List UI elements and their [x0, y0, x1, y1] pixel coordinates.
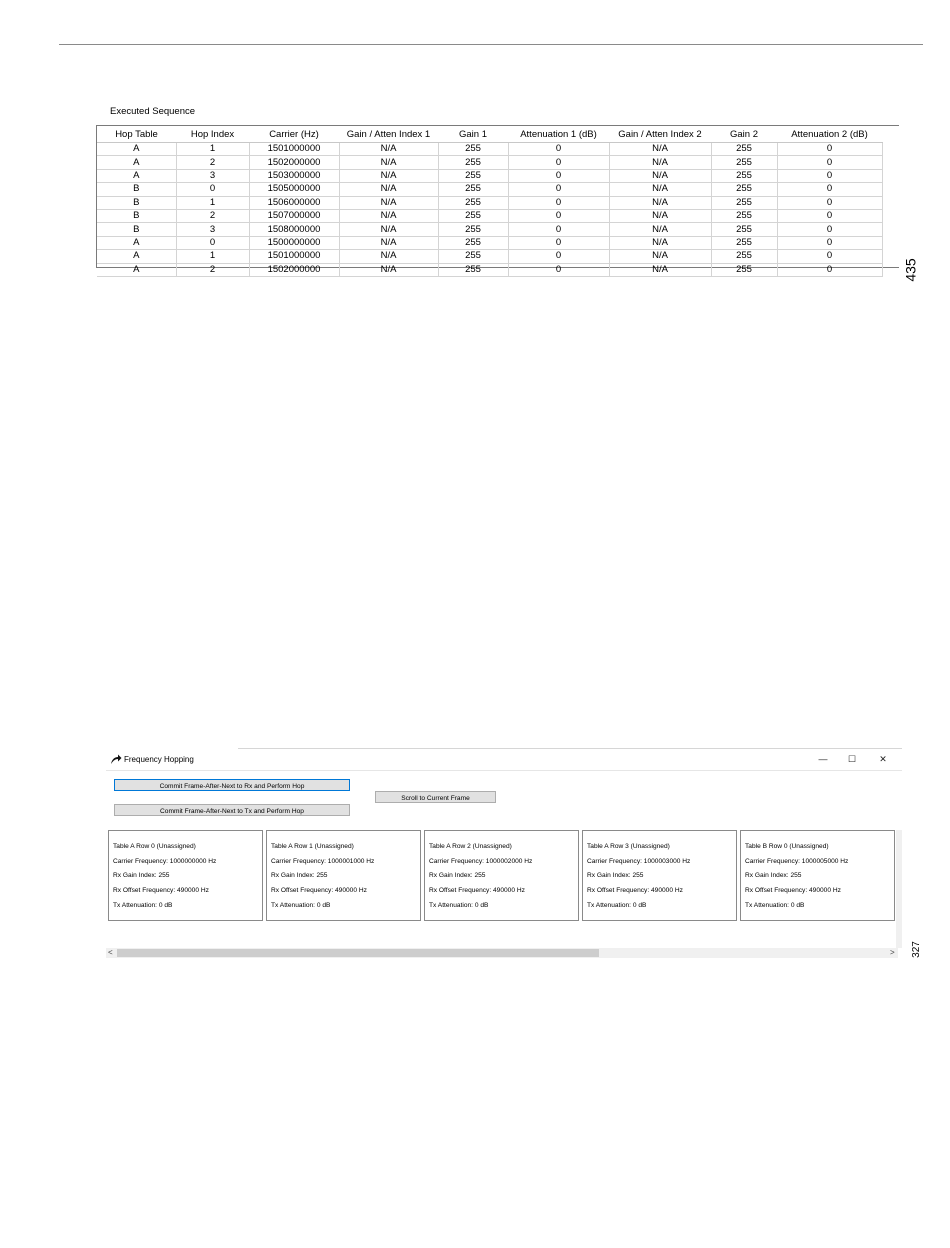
rx-gain-index: Rx Gain Index: 255 — [587, 872, 644, 879]
rx-gain-index: Rx Gain Index: 255 — [745, 872, 802, 879]
table-cell: 1501000000 — [249, 250, 339, 263]
table-cell: N/A — [339, 236, 438, 249]
table-cell: N/A — [609, 183, 711, 196]
rx-offset-frequency: Rx Offset Frequency: 490000 Hz — [587, 887, 683, 894]
scroll-right-arrow-icon[interactable]: > — [890, 948, 895, 957]
table-cell: 255 — [438, 156, 508, 169]
commit-rx-hop-button[interactable]: Commit Frame-After-Next to Rx and Perform Hop — [114, 779, 350, 791]
table-cell: 3 — [176, 223, 249, 236]
table-cell: 0 — [508, 156, 609, 169]
table-row[interactable] — [97, 263, 882, 276]
table-cell: 0 — [777, 183, 882, 196]
table-cell: N/A — [339, 143, 438, 156]
table-cell: 255 — [711, 250, 777, 263]
scroll-to-current-frame-button[interactable]: Scroll to Current Frame — [375, 791, 496, 803]
card-title: Table A Row 1 (Unassigned) — [271, 843, 354, 850]
table-cell: B — [97, 209, 176, 222]
table-cell: 1503000000 — [249, 169, 339, 182]
table-cell: 1506000000 — [249, 196, 339, 209]
table-cell: N/A — [609, 143, 711, 156]
table-cell: 255 — [711, 263, 777, 276]
table-cell: N/A — [339, 209, 438, 222]
table-cell: 2 — [176, 156, 249, 169]
tx-attenuation: Tx Attenuation: 0 dB — [587, 902, 647, 909]
table-cell: N/A — [609, 169, 711, 182]
table-cell: N/A — [609, 250, 711, 263]
column-header[interactable]: Attenuation 2 (dB) — [777, 126, 882, 143]
table-cell: A — [97, 263, 176, 276]
executed-sequence-grid[interactable] — [96, 125, 899, 275]
table-cell: A — [97, 250, 176, 263]
minimize-button[interactable]: — — [818, 754, 828, 764]
card-title: Table A Row 2 (Unassigned) — [429, 843, 512, 850]
table-cell: 0 — [777, 209, 882, 222]
table-cell: 255 — [438, 209, 508, 222]
rx-offset-frequency: Rx Offset Frequency: 490000 Hz — [745, 887, 841, 894]
scrollbar-thumb[interactable] — [117, 949, 599, 957]
horizontal-scrollbar[interactable] — [106, 948, 898, 958]
table-cell: 255 — [711, 196, 777, 209]
column-header[interactable]: Gain 2 — [711, 126, 777, 143]
card-title: Table A Row 3 (Unassigned) — [587, 843, 670, 850]
rx-offset-frequency: Rx Offset Frequency: 490000 Hz — [113, 887, 209, 894]
executed-sequence-title: Executed Sequence — [110, 106, 196, 117]
table-cell: 255 — [438, 223, 508, 236]
rx-gain-index: Rx Gain Index: 255 — [113, 872, 170, 879]
carrier-frequency: Carrier Frequency: 1000000000 Hz — [113, 858, 217, 865]
table-cell: 2 — [176, 263, 249, 276]
carrier-frequency: Carrier Frequency: 1000005000 Hz — [745, 858, 849, 865]
table-cell: 0 — [777, 236, 882, 249]
table-header-row — [97, 126, 882, 143]
table-cell: 255 — [438, 183, 508, 196]
table-cell: N/A — [609, 236, 711, 249]
table-cell: 0 — [508, 169, 609, 182]
table-cell: 255 — [711, 169, 777, 182]
rx-gain-index: Rx Gain Index: 255 — [271, 872, 328, 879]
table-cell: 1501000000 — [249, 143, 339, 156]
table-cell: 1508000000 — [249, 223, 339, 236]
column-header[interactable]: Attenuation 1 (dB) — [508, 126, 609, 143]
table-cell: 255 — [438, 143, 508, 156]
table-cell: 1502000000 — [249, 156, 339, 169]
table-cell: A — [97, 236, 176, 249]
table-cell: 255 — [711, 223, 777, 236]
hop-row-card[interactable] — [424, 830, 579, 921]
close-button[interactable]: ✕ — [879, 754, 887, 764]
carrier-frequency: Carrier Frequency: 1000001000 Hz — [271, 858, 375, 865]
table-cell: A — [97, 156, 176, 169]
table-cell: 0 — [508, 263, 609, 276]
tx-attenuation: Tx Attenuation: 0 dB — [429, 902, 489, 909]
table-cell: 255 — [711, 183, 777, 196]
hop-row-card[interactable] — [266, 830, 421, 921]
table-cell: N/A — [339, 263, 438, 276]
table-cell: 255 — [438, 236, 508, 249]
table-cell: 255 — [438, 169, 508, 182]
tx-attenuation: Tx Attenuation: 0 dB — [271, 902, 331, 909]
table-cell: 0 — [176, 183, 249, 196]
table-cell: 0 — [176, 236, 249, 249]
column-header[interactable]: Hop Table — [97, 126, 176, 143]
table-cell: 0 — [508, 196, 609, 209]
card-title: Table A Row 0 (Unassigned) — [113, 843, 196, 850]
scroll-left-arrow-icon[interactable]: < — [108, 948, 113, 957]
column-header[interactable]: Hop Index — [176, 126, 249, 143]
table-cell: N/A — [609, 196, 711, 209]
table-cell: N/A — [609, 223, 711, 236]
table-cell: N/A — [609, 209, 711, 222]
table-cell: 0 — [777, 196, 882, 209]
table-cell: A — [97, 169, 176, 182]
table-cell: 2 — [176, 209, 249, 222]
carrier-frequency: Carrier Frequency: 1000002000 Hz — [429, 858, 533, 865]
hop-row-card[interactable] — [740, 830, 895, 921]
tx-attenuation: Tx Attenuation: 0 dB — [745, 902, 805, 909]
table-cell: 1 — [176, 250, 249, 263]
table-cell: N/A — [339, 223, 438, 236]
table-cell: 0 — [777, 169, 882, 182]
hop-arrow-icon — [110, 752, 122, 770]
table-cell: N/A — [609, 263, 711, 276]
table-cell: 1507000000 — [249, 209, 339, 222]
window-title: Frequency Hopping — [124, 755, 194, 764]
table-row[interactable] — [97, 156, 882, 169]
table-cell: 1505000000 — [249, 183, 339, 196]
table-cell: N/A — [339, 156, 438, 169]
table-cell: 255 — [711, 236, 777, 249]
table-cell: 255 — [438, 263, 508, 276]
table-cell: 0 — [508, 209, 609, 222]
table-cell: 0 — [508, 143, 609, 156]
table-cell: 1500000000 — [249, 236, 339, 249]
table-cell: 0 — [777, 263, 882, 276]
table-row[interactable] — [97, 196, 882, 209]
maximize-button[interactable]: ☐ — [847, 754, 857, 764]
commit-tx-hop-button[interactable]: Commit Frame-After-Next to Tx and Perform Hop — [114, 804, 350, 816]
table-cell: B — [97, 196, 176, 209]
table-cell: 255 — [711, 143, 777, 156]
rx-offset-frequency: Rx Offset Frequency: 490000 Hz — [271, 887, 367, 894]
figure-number: 435 — [902, 258, 919, 282]
column-header[interactable]: Gain 1 — [438, 126, 508, 143]
table-cell: B — [97, 223, 176, 236]
table-row[interactable] — [97, 169, 882, 182]
table-cell: 1502000000 — [249, 263, 339, 276]
rx-offset-frequency: Rx Offset Frequency: 490000 Hz — [429, 887, 525, 894]
table-cell: N/A — [339, 196, 438, 209]
table-row[interactable] — [97, 223, 882, 236]
table-cell: N/A — [339, 250, 438, 263]
carrier-frequency: Carrier Frequency: 1000003000 Hz — [587, 858, 691, 865]
table-cell: 3 — [176, 169, 249, 182]
table-cell: 0 — [508, 183, 609, 196]
table-cell: N/A — [339, 183, 438, 196]
table-cell: 1 — [176, 143, 249, 156]
table-row[interactable] — [97, 209, 882, 222]
table-cell: 255 — [438, 196, 508, 209]
hop-row-card[interactable] — [108, 830, 263, 921]
hop-row-card[interactable] — [582, 830, 737, 921]
table-cell: B — [97, 183, 176, 196]
table-cell: 0 — [777, 156, 882, 169]
rx-gain-index: Rx Gain Index: 255 — [429, 872, 486, 879]
table-cell: 0 — [508, 250, 609, 263]
column-header[interactable]: Gain / Atten Index 2 — [609, 126, 711, 143]
column-header[interactable]: Gain / Atten Index 1 — [339, 126, 438, 143]
table-cell: 0 — [777, 223, 882, 236]
table-row[interactable] — [97, 236, 882, 249]
table-cell: 0 — [508, 236, 609, 249]
table-cell: N/A — [339, 169, 438, 182]
table-cell: 255 — [711, 156, 777, 169]
table-cell: 1 — [176, 196, 249, 209]
executed-sequence-table — [97, 126, 883, 277]
table-cell: 0 — [777, 250, 882, 263]
card-title: Table B Row 0 (Unassigned) — [745, 843, 829, 850]
table-cell: N/A — [609, 156, 711, 169]
figure-number: 327 — [910, 941, 922, 958]
title-bar[interactable] — [106, 748, 902, 771]
table-cell: 0 — [777, 143, 882, 156]
vertical-scroll-edge — [896, 830, 902, 948]
table-cell: A — [97, 143, 176, 156]
table-cell: 255 — [711, 209, 777, 222]
table-cell: 0 — [508, 223, 609, 236]
table-row[interactable] — [97, 183, 882, 196]
frequency-hopping-window — [106, 748, 902, 960]
page-header-rule — [59, 44, 923, 45]
tx-attenuation: Tx Attenuation: 0 dB — [113, 902, 173, 909]
column-header[interactable]: Carrier (Hz) — [249, 126, 339, 143]
table-row[interactable] — [97, 143, 882, 156]
table-row[interactable] — [97, 250, 882, 263]
table-cell: 255 — [438, 250, 508, 263]
